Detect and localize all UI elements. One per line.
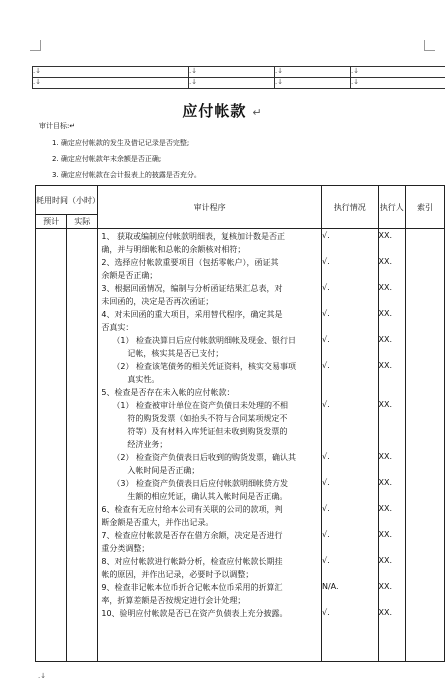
status-mark <box>322 320 378 333</box>
executor-mark: XX. <box>378 478 393 487</box>
procedure-line: 5、检查是否存在未入帐的应付帐款： <box>101 388 235 397</box>
procedure-line: 8、对应付帐款进行帐龄分析，检查应付帐款长期挂 <box>101 557 283 566</box>
budget-cell <box>36 229 67 662</box>
status-mark <box>322 346 378 359</box>
procedure-line: （1） 检查决算日后应付帐款明细帐及现金、银行日 <box>112 336 297 345</box>
budget-header: 预计 <box>36 215 67 229</box>
status-mark: √. <box>321 608 330 617</box>
procedure-line: 记帐，核实其是否已支付； <box>127 349 224 358</box>
executor-mark <box>379 567 406 580</box>
index-header: 索引 <box>406 186 445 229</box>
executor-mark <box>379 424 406 437</box>
procedure-line: （2） 检查资产负债表日后收到的购货发票，确认其 <box>112 453 297 462</box>
procedure-line: 否真实： <box>101 323 134 332</box>
procedure-line: 符等）及有材料入库凭证但未收到购货发票的 <box>127 427 288 436</box>
executor-mark: XX. <box>378 530 393 539</box>
status-header: 执行情况 <box>321 186 378 229</box>
executor-mark <box>379 242 406 255</box>
crop-mark-top-right <box>424 40 435 51</box>
procedure-line: 10、验明应付帐款是否已在资产负债表上充分披露。 <box>101 609 288 618</box>
executor-mark: XX. <box>378 582 393 591</box>
executor-mark: XX. <box>378 257 393 266</box>
status-mark: √. <box>321 556 330 565</box>
status-mark <box>322 541 378 554</box>
procedure-line: 9、检查非记帐本位币折合记帐本位币采用的折算汇 <box>101 583 283 592</box>
status-cell <box>321 229 378 662</box>
procedure-line: 确，并与明细帐和总帐的余额核对相符； <box>101 245 246 254</box>
procedure-line: 入帐时间是否正确； <box>127 466 200 475</box>
status-mark <box>322 424 378 437</box>
procedure-line: 生额的相应凭证，确认其入帐时间是否正确。 <box>127 492 288 501</box>
executor-mark: XX. <box>378 400 393 409</box>
executor-mark: XX. <box>378 452 393 461</box>
executor-mark <box>379 294 406 307</box>
status-mark <box>322 372 378 385</box>
procedure-line: （3） 检查资产负债表日后应付帐款明细帐贷方发 <box>112 479 289 488</box>
executor-mark: XX. <box>378 283 393 292</box>
footer-mark: .↓ <box>38 672 47 680</box>
executor-mark: XX. <box>378 556 393 565</box>
procedure-cell <box>98 229 322 662</box>
executor-mark: XX. <box>378 608 393 617</box>
executor-mark: XX. <box>378 335 393 344</box>
executor-mark <box>379 489 406 502</box>
executor-mark: XX. <box>378 361 393 370</box>
status-mark: √. <box>321 257 330 266</box>
status-mark <box>322 489 378 502</box>
executor-mark: XX. <box>378 309 393 318</box>
actual-header: 实际 <box>67 215 98 229</box>
executor-mark <box>379 463 406 476</box>
executor-mark: XX. <box>378 504 393 513</box>
executor-mark: XX. <box>378 231 393 240</box>
executor-mark <box>379 437 406 450</box>
executor-mark <box>379 320 406 333</box>
executor-mark <box>379 372 406 385</box>
procedure-line: 3、根据回函情况，编制与分析函证结果汇总表，对 <box>101 284 283 293</box>
goals-label: 审计目标:↵ <box>39 122 76 130</box>
executor-mark <box>379 515 406 528</box>
status-mark: √. <box>321 400 330 409</box>
executor-mark <box>379 411 406 424</box>
procedure-line: 1、 获取或编制应付帐款明细表，复核加计数是否正 <box>101 232 286 241</box>
status-mark <box>322 515 378 528</box>
status-mark <box>322 463 378 476</box>
status-mark: √. <box>321 530 330 539</box>
status-mark <box>322 437 378 450</box>
goal-item: 3. 确定应付帐款在会计报表上的披露是否充分。 <box>52 171 201 179</box>
procedure-line: （2） 检查该笔债务的相关凭证资料，核实交易事项 <box>112 362 297 371</box>
status-mark: √. <box>321 478 330 487</box>
procedure-line: 4、对未回函的重大项目，采用替代程序，确定其是 <box>101 310 283 319</box>
header-grid: .↓ .↓ .↓ .↓ .↓ .↓ .↓ .↓ <box>32 66 445 89</box>
status-mark <box>322 567 378 580</box>
status-mark <box>322 268 378 281</box>
executor-cell <box>378 229 406 662</box>
index-cell <box>406 229 445 662</box>
executor-mark <box>379 593 406 606</box>
status-mark: √. <box>321 231 330 240</box>
status-mark: √. <box>321 335 330 344</box>
procedure-line: 余额是否正确； <box>101 271 158 280</box>
executor-mark <box>379 541 406 554</box>
procedure-line: 重分类调整； <box>101 544 150 553</box>
audit-procedure-table <box>35 185 445 662</box>
procedure-line: 未回函的，决定是否再次函证； <box>101 297 214 306</box>
procedure-line: （1） 检查被审计单位在资产负债日未处理的不相 <box>112 401 289 410</box>
status-mark: N/A. <box>321 582 339 591</box>
procedure-line: 符的购货发票（如抬头不符与合同某项规定不 <box>127 414 288 423</box>
status-mark: √. <box>321 361 330 370</box>
procedure-line: 6、检查有无应付给本公司有关联的公司的款项，判 <box>101 505 283 514</box>
procedure-header: 审计程序 <box>98 186 322 229</box>
executor-mark <box>379 385 406 398</box>
status-mark: √. <box>321 283 330 292</box>
status-mark <box>322 242 378 255</box>
executor-mark <box>379 268 406 281</box>
goal-item: 1. 确定应付帐款的发生及借记记录是否完整; <box>52 139 190 147</box>
executor-mark <box>379 346 406 359</box>
procedure-line: 2、选择应付帐款重要项目（包括零帐户），函证其 <box>101 258 279 267</box>
status-mark: √. <box>321 309 330 318</box>
status-mark <box>322 294 378 307</box>
status-mark <box>322 593 378 606</box>
status-mark <box>322 411 378 424</box>
goal-item: 2. 确定应付帐款年末余额是否正确; <box>52 155 162 163</box>
procedure-line: 经济业务； <box>127 440 168 449</box>
status-mark: √. <box>321 504 330 513</box>
hours-header: 耗用时间（小时） <box>36 186 98 215</box>
procedure-line: 真实性。 <box>127 375 160 384</box>
procedure-line: 断金额是否重大，并作出记录。 <box>101 518 214 527</box>
procedure-line: 帐的原因，并作出记录，必要时予以调整； <box>101 570 254 579</box>
crop-mark-top-left <box>30 40 41 51</box>
actual-cell <box>67 229 98 662</box>
status-mark <box>322 385 378 398</box>
status-mark: √. <box>321 452 330 461</box>
procedure-line: 率，折算差额是否按规定进行会计处理； <box>101 596 246 605</box>
procedure-line: 7、检查应付帐款是否存在借方余额，决定是否进行 <box>101 531 283 540</box>
page-title: 应付帐款 ↵ <box>182 102 263 120</box>
executor-header: 执行人 <box>378 186 406 229</box>
